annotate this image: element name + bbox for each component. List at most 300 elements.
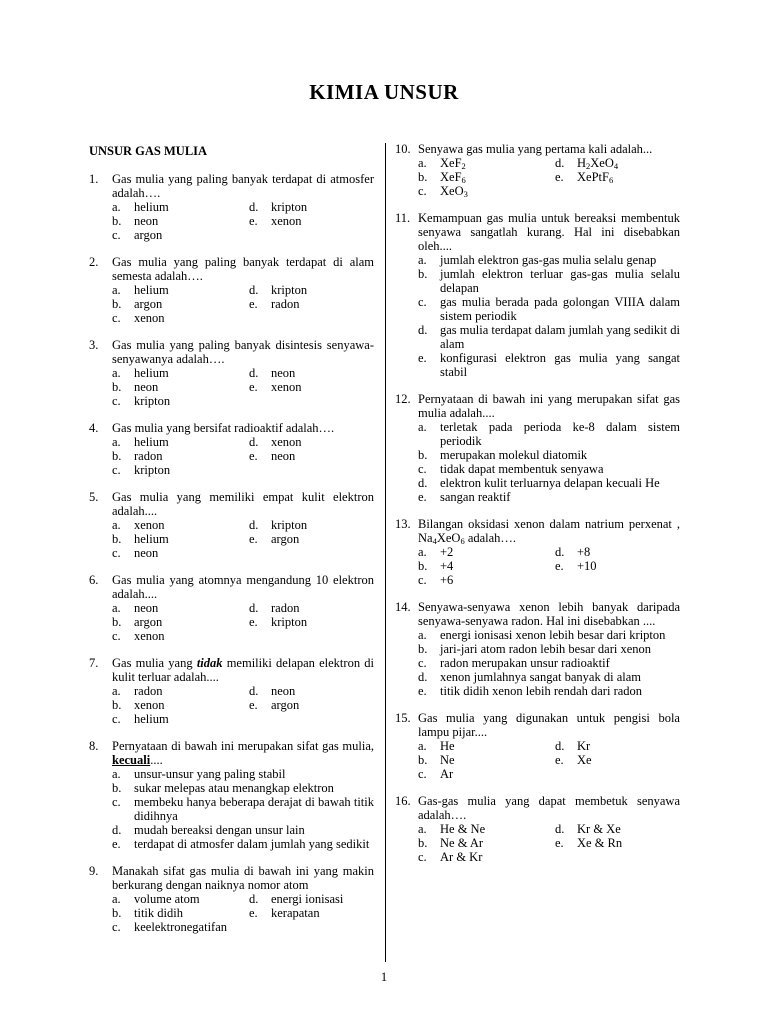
option-text: helium [134,435,169,449]
question-item [89,864,374,934]
option-letter: a. [418,739,427,753]
option-letter: e. [249,214,258,228]
option-list [395,739,680,781]
option-text: radon [134,684,163,698]
answer-option [112,698,249,712]
question-item [89,739,374,851]
answer-option [249,214,374,228]
question-stem [89,172,374,200]
option-letter: a. [112,684,121,698]
question-list-right [395,142,680,864]
option-text: xenon [271,214,302,228]
option-text: argon [134,297,163,311]
answer-option [418,170,555,184]
option-text: neon [134,546,159,560]
question-text: Gas-gas mulia yang dapat membetuk senyawa adalah…. [418,794,680,822]
question-text: Senyawa gas mulia yang pertama kali adalah... [418,142,653,156]
answer-option [249,297,374,311]
option-text: helium [134,283,169,297]
option-text: kripton [271,200,308,214]
answer-option [112,601,249,615]
option-text: helium [134,712,169,726]
question-item [395,711,680,781]
option-text: unsur-unsur yang paling stabil [134,767,286,781]
option-letter: c. [418,462,427,476]
option-letter: e. [555,836,564,850]
option-text: radon [271,297,300,311]
answer-option [555,739,680,753]
answer-option [112,615,249,629]
option-text: energi ionisasi [271,892,344,906]
answer-option [112,311,249,325]
answer-option [249,906,374,920]
answer-option [112,228,249,242]
option-list [89,435,374,477]
answer-option [112,823,374,837]
option-letter: b. [418,448,428,462]
option-text: +2 [440,545,454,559]
option-text: jumlah elektron terluar gas-gas mulia selalu delapan [440,267,680,295]
option-letter: c. [112,394,121,408]
answer-option [418,559,555,573]
question-stem [395,392,680,420]
answer-option [418,420,680,448]
option-list [89,767,374,851]
question-item [89,255,374,325]
left-column [89,144,374,947]
answer-option [418,351,680,379]
answer-option [249,283,374,297]
answer-option [249,601,374,615]
option-letter: d. [112,823,122,837]
option-list [89,518,374,560]
option-text: Xe & Rn [577,836,623,850]
option-letter: a. [418,822,427,836]
answer-option [249,380,374,394]
option-text: neon [134,380,159,394]
answer-option [249,615,374,629]
answer-option [112,892,249,906]
question-stem [395,711,680,739]
option-letter: c. [112,311,121,325]
option-text: sangan reaktif [440,490,511,504]
option-text: kripton [271,283,308,297]
answer-option [112,449,249,463]
option-letter: a. [418,420,427,434]
question-stem [89,338,374,366]
option-text: +10 [577,559,597,573]
option-letter: b. [112,906,122,920]
question-number: 4. [89,421,99,435]
option-letter: d. [249,435,259,449]
option-text: membeku hanya beberapa derajat di bawah titik didihnya [134,795,374,823]
option-letter: e. [249,906,258,920]
option-text: argon [271,532,300,546]
answer-option [418,476,680,490]
answer-option [112,297,249,311]
answer-option [249,532,374,546]
option-text: xenon jumlahnya sangat banyak di alam [440,670,641,684]
question-number: 7. [89,656,99,670]
question-stem [395,600,680,628]
option-text: volume atom [134,892,200,906]
question-text: Gas mulia yang bersifat radioaktif adalah…. [112,421,335,435]
answer-option [418,836,555,850]
option-text: xenon [271,380,302,394]
option-letter: e. [249,615,258,629]
option-letter: b. [418,267,428,281]
option-list [395,420,680,504]
option-text: XeO$_3$ [440,184,468,199]
option-letter: a. [112,366,121,380]
question-number: 3. [89,338,99,352]
question-number: 9. [89,864,99,878]
answer-option [418,822,555,836]
answer-option [555,559,680,573]
option-letter: e. [418,684,427,698]
question-stem [89,573,374,601]
option-list [395,822,680,864]
question-list-left [89,172,374,934]
option-letter: e. [418,351,427,365]
option-text: neon [271,366,296,380]
option-letter: b. [418,559,428,573]
answer-option [112,283,249,297]
question-item [395,142,680,198]
answer-option [555,170,680,184]
option-letter: d. [249,283,259,297]
right-column [395,142,680,877]
option-list [395,628,680,698]
option-text: kripton [271,518,308,532]
question-text: Gas mulia yang paling banyak terdapat di atmosfer adalah…. [112,172,374,200]
option-letter: b. [112,380,122,394]
option-letter: b. [112,781,122,795]
option-letter: c. [112,546,121,560]
question-item [89,490,374,560]
question-text: Gas mulia yang paling banyak disintesis senyawa-senyawanya adalah…. [112,338,374,366]
option-letter: d. [249,518,259,532]
option-text: neon [271,449,296,463]
option-text: terletak pada perioda ke-8 dalam sistem periodik [440,420,680,448]
option-letter: b. [112,449,122,463]
option-text: Kr [577,739,591,753]
option-letter: b. [112,532,122,546]
option-text: +8 [577,545,591,559]
option-text: argon [134,615,163,629]
option-letter: a. [112,518,121,532]
answer-option [112,781,374,795]
question-text: Gas mulia yang paling banyak terdapat di alam semesta adalah…. [112,255,374,283]
option-text: Xe [577,753,592,767]
answer-option [249,518,374,532]
answer-option [418,323,680,351]
answer-option [112,463,249,477]
question-number: 1. [89,172,99,186]
option-letter: c. [418,656,427,670]
option-letter: a. [112,283,121,297]
option-list [395,253,680,379]
question-number: 2. [89,255,99,269]
question-number: 15. [395,711,411,725]
option-text: XePtF$_6$ [577,170,614,185]
question-number: 6. [89,573,99,587]
question-item [89,573,374,643]
answer-option [112,712,249,726]
option-letter: a. [418,156,427,170]
option-text: XeF$_2$ [440,156,466,171]
option-text: helium [134,366,169,380]
option-letter: b. [112,297,122,311]
option-text: energi ionisasi xenon lebih besar dari kripton [440,628,666,642]
answer-option [418,267,680,295]
option-letter: c. [112,463,121,477]
option-text: titik didih xenon lebih rendah dari radon [440,684,643,698]
option-text: argon [134,228,163,242]
option-letter: b. [112,615,122,629]
question-stem [89,656,374,684]
answer-option [418,684,680,698]
question-item [395,517,680,587]
option-text: radon merupakan unsur radioaktif [440,656,610,670]
answer-option [112,366,249,380]
option-text: keelektronegatifan [134,920,228,934]
option-letter: a. [418,253,427,267]
question-number: 10. [395,142,411,156]
option-text: jumlah elektron gas-gas mulia selalu genap [440,253,657,267]
option-letter: c. [112,712,121,726]
question-item [89,172,374,242]
answer-option [418,642,680,656]
question-stem [89,739,374,767]
answer-option [249,200,374,214]
question-text: Pernyataan di bawah ini yang merupakan sifat gas mulia adalah.... [418,392,680,420]
question-stem [395,142,680,156]
question-item [89,656,374,726]
question-number: 8. [89,739,99,753]
option-text: argon [271,698,300,712]
page-number: 1 [380,970,388,984]
option-letter: e. [249,698,258,712]
answer-option [418,462,680,476]
option-text: neon [271,684,296,698]
answer-option [418,767,555,781]
answer-option [418,739,555,753]
answer-option [112,200,249,214]
answer-option [112,767,374,781]
option-text: Ne & Ar [440,836,484,850]
answer-option [112,214,249,228]
question-stem [89,421,374,435]
option-letter: d. [249,684,259,698]
option-letter: e. [555,753,564,767]
option-text: neon [134,214,159,228]
option-text: kripton [271,615,308,629]
option-text: +4 [440,559,454,573]
question-text: Senyawa-senyawa xenon lebih banyak daripada senyawa-senyawa radon. Hal ini disebabkan .... [418,600,680,628]
option-text: merupakan molekul diatomik [440,448,588,462]
question-text: Gas mulia yang digunakan untuk pengisi bola lampu pijar.... [418,711,680,739]
column-divider [385,143,386,962]
option-letter: e. [555,170,564,184]
question-stem [89,490,374,518]
answer-option [112,920,249,934]
answer-option [112,435,249,449]
page-title: KIMIA UNSUR [309,80,459,104]
option-text: terdapat di atmosfer dalam jumlah yang sedikit [134,837,370,851]
option-text: kripton [134,463,171,477]
answer-option [418,295,680,323]
answer-option [418,545,555,559]
option-letter: b. [418,642,428,656]
answer-option [418,448,680,462]
option-letter: b. [112,698,122,712]
answer-option [112,518,249,532]
question-text: Bilangan oksidasi xenon dalam natrium perxenat , $Na_4XeO_6$ adalah…. [418,517,680,546]
option-text: xenon [134,698,165,712]
option-letter: e. [555,559,564,573]
question-stem [89,255,374,283]
answer-option [249,892,374,906]
answer-option [249,366,374,380]
answer-option [555,822,680,836]
option-letter: b. [418,753,428,767]
question-item [89,338,374,408]
question-text: Gas mulia yang tidak memiliki delapan elektron di kulit terluar adalah.... [112,656,374,684]
question-stem [395,794,680,822]
option-letter: b. [112,214,122,228]
answer-option [418,156,555,170]
question-number: 12. [395,392,411,406]
option-letter: e. [249,297,258,311]
option-text: kripton [134,394,171,408]
answer-option [112,532,249,546]
option-letter: a. [112,435,121,449]
option-text: xenon [134,518,165,532]
option-text: tidak dapat membentuk senyawa [440,462,604,476]
question-text: Pernyataan di bawah ini merupakan sifat gas mulia, kecuali.... [112,739,374,767]
answer-option [112,546,249,560]
option-list [395,545,680,587]
option-text: elektron kulit terluarnya delapan kecuali He [440,476,660,490]
option-text: Kr & Xe [577,822,621,836]
answer-option [418,753,555,767]
option-letter: c. [418,573,427,587]
question-text: Gas mulia yang memiliki empat kulit elektron adalah.... [112,490,374,518]
option-text: konfigurasi elektron gas mulia yang sangat stabil [440,351,680,379]
option-text: mudah bereaksi dengan unsur lain [134,823,305,837]
option-letter: e. [418,490,427,504]
option-text: XeF$_6$ [440,170,466,185]
option-list [89,684,374,726]
answer-option [112,837,374,851]
option-text: radon [271,601,300,615]
answer-option [249,698,374,712]
question-item [395,794,680,864]
option-letter: a. [112,892,121,906]
answer-option [418,850,555,864]
option-text: Ne [440,753,455,767]
answer-option [418,656,680,670]
option-text: He [440,739,455,753]
option-letter: c. [418,184,427,198]
answer-option [418,628,680,642]
question-number: 14. [395,600,411,614]
answer-option [112,629,249,643]
option-list [89,601,374,643]
answer-option [418,184,555,198]
option-letter: c. [112,228,121,242]
question-number: 11. [395,211,411,225]
answer-option [112,380,249,394]
option-letter: d. [418,476,428,490]
option-text: Ar [440,767,454,781]
option-letter: e. [112,837,121,851]
option-text: kerapatan [271,906,320,920]
option-list [395,156,680,198]
answer-option [418,670,680,684]
option-letter: a. [112,601,121,615]
option-letter: d. [418,323,428,337]
option-letter: b. [418,170,428,184]
question-number: 5. [89,490,99,504]
option-text: gas mulia berada pada golongan VIIIA dalam sistem periodik [440,295,680,323]
question-stem [89,864,374,892]
question-item [395,392,680,504]
answer-option [555,545,680,559]
question-item [89,421,374,477]
question-item [395,600,680,698]
answer-option [112,906,249,920]
option-letter: a. [112,200,121,214]
option-letter: c. [418,850,427,864]
option-letter: e. [249,449,258,463]
question-item [395,211,680,379]
option-letter: d. [249,892,259,906]
question-number: 13. [395,517,411,531]
option-list [89,892,374,934]
option-text: He & Ne [440,822,486,836]
answer-option [112,684,249,698]
option-letter: b. [418,836,428,850]
option-letter: d. [555,545,565,559]
option-text: xenon [134,629,165,643]
option-letter: a. [112,767,121,781]
answer-option [418,253,680,267]
option-list [89,200,374,242]
option-text: titik didih [134,906,183,920]
option-letter: d. [555,822,565,836]
answer-option [249,684,374,698]
option-text: xenon [271,435,302,449]
option-letter: d. [555,739,565,753]
option-text: $H_2XeO_4$ [577,156,619,171]
question-text: Kemampuan gas mulia untuk bereaksi membentuk senyawa sangatlah kurang. Hal ini disebabkan oleh.... [418,211,680,253]
option-text: jari-jari atom radon lebih besar dari xenon [440,642,652,656]
option-text: radon [134,449,163,463]
option-letter: e. [249,380,258,394]
question-text: Manakah sifat gas mulia di bawah ini yang makin berkurang dengan naiknya nomor atom [112,864,374,892]
option-letter: a. [418,545,427,559]
option-text: +6 [440,573,454,587]
option-text: helium [134,532,169,546]
option-letter: d. [249,601,259,615]
option-letter: d. [249,200,259,214]
answer-option [555,753,680,767]
question-text: Gas mulia yang atomnya mengandung 10 elektron adalah.... [112,573,374,601]
option-letter: c. [112,920,121,934]
option-letter: c. [418,295,427,309]
